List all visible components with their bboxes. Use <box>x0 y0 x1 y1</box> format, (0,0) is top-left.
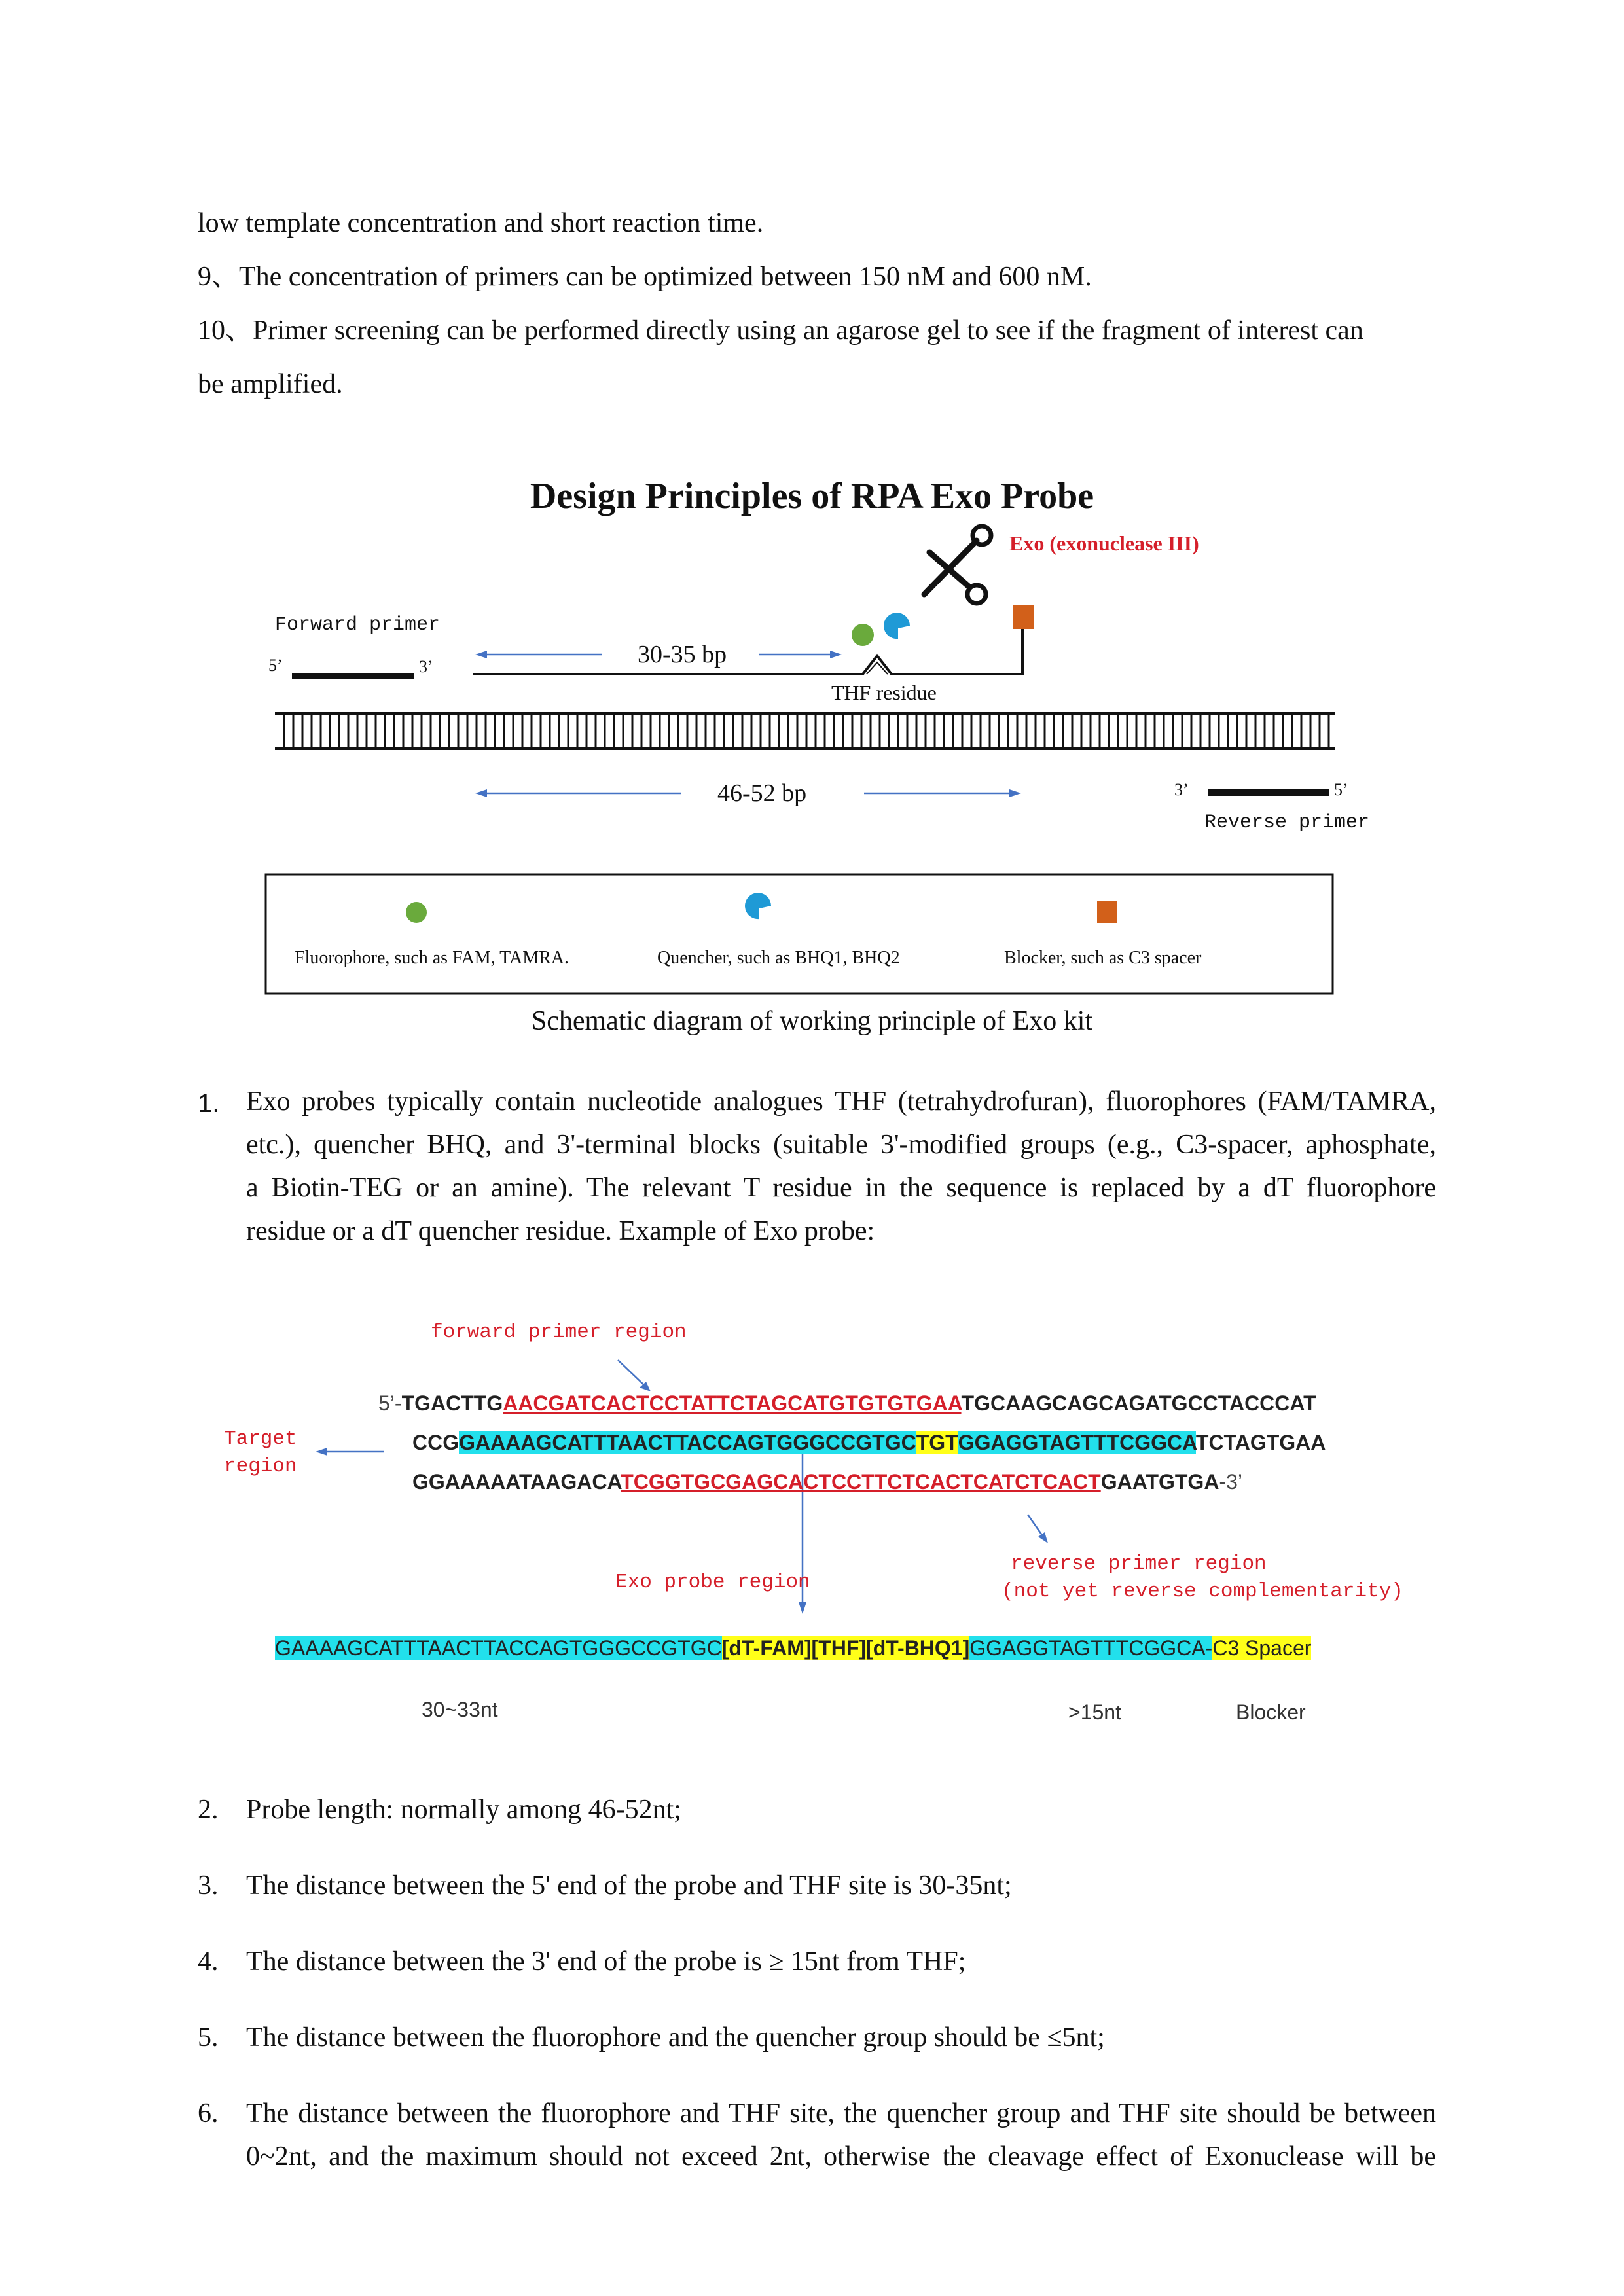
exo-probe-sequence: GAAAAGCATTTAACTTACCAGTGGGCCGTGC[dT-FAM][THF][dT-BHQ1]GGAGGTAGTTTCGGCA-C3 Spacer <box>275 1636 1312 1660</box>
reverse-primer-5-end: 5’ <box>1334 780 1348 799</box>
point-6-number: 6. <box>198 2098 219 2128</box>
point-1-line-2: etc.), quencher BHQ, and 3'-terminal blocks (suitable 3'-modified groups (e.g., C3-spacer, aphosphate, <box>246 1130 1436 1160</box>
probe-fluorophore <box>852 624 874 646</box>
legend-fluorophore-symbol <box>406 902 427 923</box>
point-4-number: 4. <box>198 1946 219 1977</box>
forward-primer-bar <box>292 673 414 679</box>
target-region-label: Target region <box>224 1427 297 1478</box>
intro-item-9: 9、The concentration of primers can be optimized between 150 nM and 600 nM. <box>198 262 1092 292</box>
forward-primer-label: Forward primer <box>275 614 441 636</box>
exo-principle-diagram <box>0 511 1624 1008</box>
reverse-primer-region-label: reverse primer region <box>1011 1552 1267 1575</box>
point-1-line-1: Exo probes typically contain nucleotide analogues THF (tetrahydrofuran), fluorophores (FAM/TAMRA, <box>246 1086 1436 1117</box>
intro-line: low template concentration and short reaction time. <box>198 208 764 238</box>
legend-box <box>266 874 1333 994</box>
intro-item-10-cont: be amplified. <box>198 369 343 399</box>
point-2-text: Probe length: normally among 46-52nt; <box>246 1795 681 1825</box>
point-2-number: 2. <box>198 1795 219 1825</box>
probe-quencher <box>884 613 910 639</box>
point-5-text: The distance between the fluorophore and the quencher group should be ≤5nt; <box>246 2022 1105 2053</box>
span-30-35-label: 30-35 bp <box>638 641 727 668</box>
sequence-line-1: 5’-TGACTTGAACGATCACTCCTATTCTAGCATGTGTGTGAATGCAAGCAGCAGATGCCTACCCAT <box>378 1391 1316 1415</box>
point-1-line-3: a Biotin-TEG or an amine). The relevant T residue in the sequence is replaced by a dT fluorophore <box>246 1173 1436 1203</box>
thf-residue-label: THF residue <box>831 681 937 704</box>
point-6-line-2: 0~2nt, and the maximum should not exceed 2nt, otherwise the cleavage effect of Exonuclease will be <box>246 2142 1436 2172</box>
dsdna-template <box>275 713 1335 749</box>
reverse-primer-3-end: 3’ <box>1174 780 1189 799</box>
exo-label: Exo (exonuclease III) <box>1009 531 1199 555</box>
point-6-line-1: The distance between the fluorophore and THF site, the quencher group and THF site should be between <box>246 2098 1436 2128</box>
reverse-primer-bar <box>1208 789 1329 796</box>
legend-fluorophore-label: Fluorophore, such as FAM, TAMRA. <box>295 948 569 968</box>
point-1-number: 1. <box>198 1089 220 1118</box>
forward-primer-3-end: 3’ <box>419 657 433 676</box>
forward-primer-5-end: 5’ <box>268 656 283 675</box>
point-5-number: 5. <box>198 2022 219 2053</box>
legend-quencher-label: Quencher, such as BHQ1, BHQ2 <box>657 948 900 968</box>
legend-blocker-label: Blocker, such as C3 spacer <box>1004 948 1202 968</box>
sequence-line-3: GGAAAAATAAGACATCGGTGCGAGCACTCCTTCTCACTCATCTCACTGAATGTGA-3’ <box>412 1470 1242 1494</box>
label-15nt: >15nt <box>1068 1700 1121 1724</box>
figure-caption: Schematic diagram of working principle of Exo kit <box>531 1006 1093 1036</box>
span-46-52-label: 46-52 bp <box>717 780 807 807</box>
point-3-text: The distance between the 5' end of the probe and THF site is 30-35nt; <box>246 1871 1012 1901</box>
legend-quencher-symbol <box>745 893 771 919</box>
legend-blocker-symbol <box>1097 901 1117 923</box>
reverse-primer-label: Reverse primer <box>1204 812 1370 834</box>
probe-blocker <box>1013 605 1034 629</box>
point-4-text: The distance between the 3' end of the probe is ≥ 15nt from THF; <box>246 1946 966 1977</box>
point-1-line-4: residue or a dT quencher residue. Example of Exo probe: <box>246 1216 875 1246</box>
intro-item-10: 10、Primer screening can be performed directly using an agarose gel to see if the fragment of interest can <box>198 315 1363 346</box>
figure-title: Design Principles of RPA Exo Probe <box>530 476 1094 516</box>
forward-primer-region-label: forward primer region <box>431 1321 687 1344</box>
scissors-icon <box>924 526 991 603</box>
exo-probe-region-label: Exo probe region <box>615 1571 810 1594</box>
probe-strand <box>473 626 1022 674</box>
sequence-line-2: CCGGAAAAGCATTTAACTTACCAGTGGGCCGTGCTGTGGAGGTAGTTTCGGCATCTAGTGAA <box>412 1431 1326 1454</box>
not-yet-reverse-complementarity-label: (not yet reverse complementarity) <box>1001 1580 1403 1603</box>
label-30-33nt: 30~33nt <box>422 1698 498 1721</box>
point-3-number: 3. <box>198 1871 219 1901</box>
label-blocker: Blocker <box>1236 1700 1306 1724</box>
